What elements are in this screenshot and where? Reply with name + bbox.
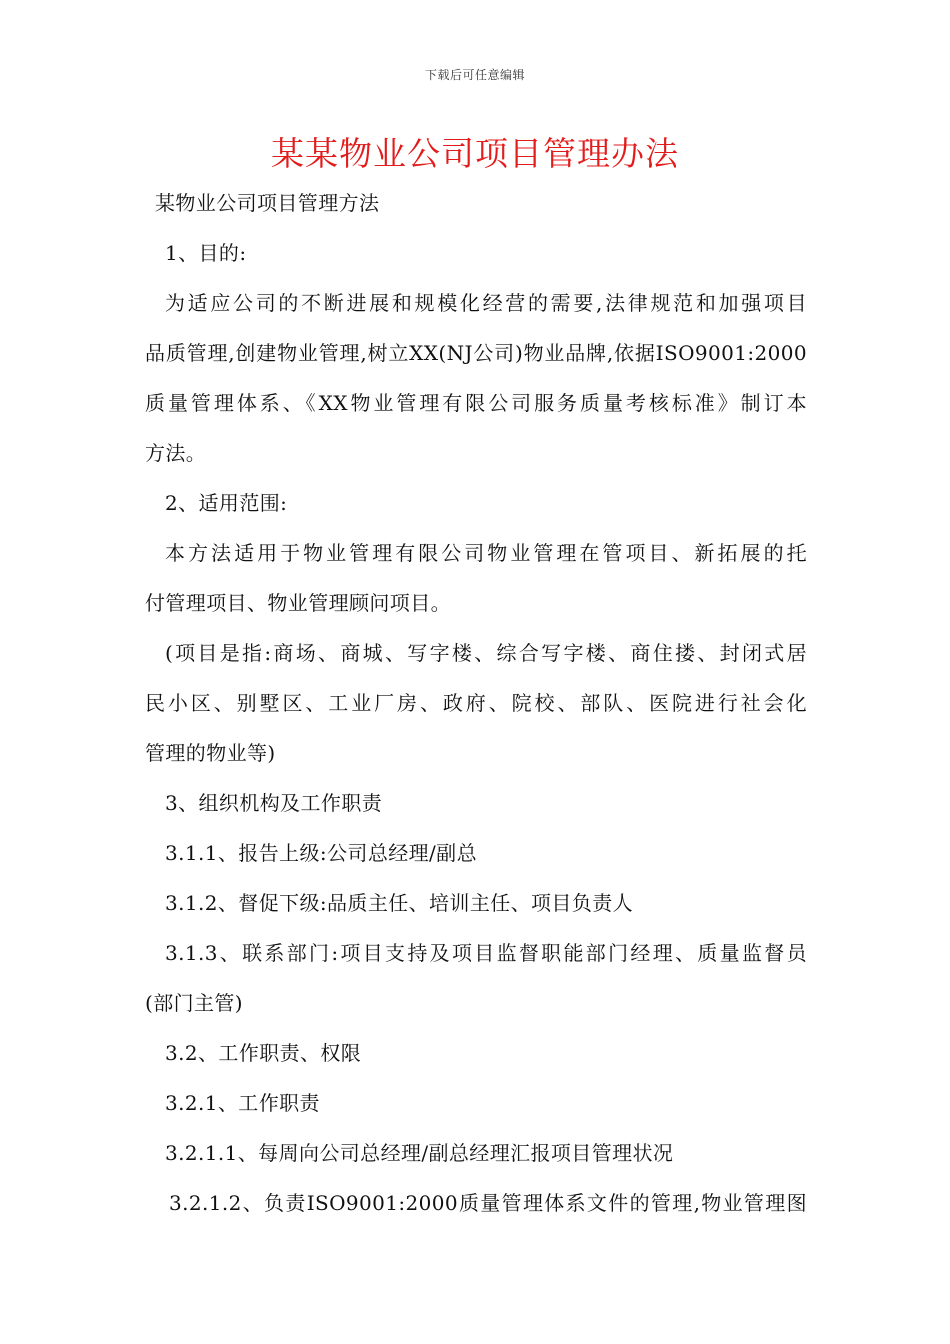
subtitle-line: 某物业公司项目管理方法 [155, 191, 380, 215]
paragraph-line: 管理的物业等) [145, 741, 276, 765]
paragraph-line: (部门主管) [145, 991, 244, 1015]
paragraph-line: 付管理项目、物业管理顾问项目。 [145, 591, 451, 615]
document-body [145, 178, 807, 1228]
paragraph-line: 民小区、别墅区、工业厂房、政府、院校、部队、医院进行社会化 [145, 691, 807, 715]
list-item: 3.1.2、督促下级:品质主任、培训主任、项目负责人 [165, 891, 634, 915]
list-item: 3.2.1.2、负责ISO9001:2000质量管理体系文件的管理,物业管理图 [169, 1191, 807, 1215]
section-heading-duties: 3.2、工作职责、权限 [165, 1041, 362, 1065]
paragraph-line: (项目是指:商场、商城、写字楼、综合写字楼、商住搂、封闭式居 [165, 641, 807, 665]
list-item: 3.2.1、工作职责 [165, 1091, 320, 1115]
paragraph-line: 为适应公司的不断进展和规模化经营的需要,法律规范和加强项目 [165, 291, 807, 315]
paragraph-line: 质量管理体系、《XX物业管理有限公司服务质量考核标准》制订本 [145, 391, 807, 415]
section-heading-organization: 3、组织机构及工作职责 [165, 791, 383, 815]
list-item: 3.2.1.1、每周向公司总经理/副总经理汇报项目管理状况 [165, 1141, 674, 1165]
section-heading-scope: 2、适用范围: [165, 491, 288, 515]
section-heading-purpose: 1、目的: [165, 241, 247, 265]
header-note: 下载后可任意编辑 [424, 68, 525, 82]
paragraph-line: 方法。 [145, 441, 207, 465]
paragraph-line: 本方法适用于物业管理有限公司物业管理在管项目、新拓展的托 [165, 541, 807, 565]
list-item: 3.1.1、报告上级:公司总经理/副总 [165, 841, 477, 865]
paragraph-line: 品质管理,创建物业管理,树立XX(NJ公司)物业品牌,依据ISO9001:2000 [145, 341, 807, 365]
document-title: 某某物业公司项目管理办法 [271, 134, 679, 173]
list-item: 3.1.3、联系部门:项目支持及项目监督职能部门经理、质量监督员 [165, 941, 807, 965]
